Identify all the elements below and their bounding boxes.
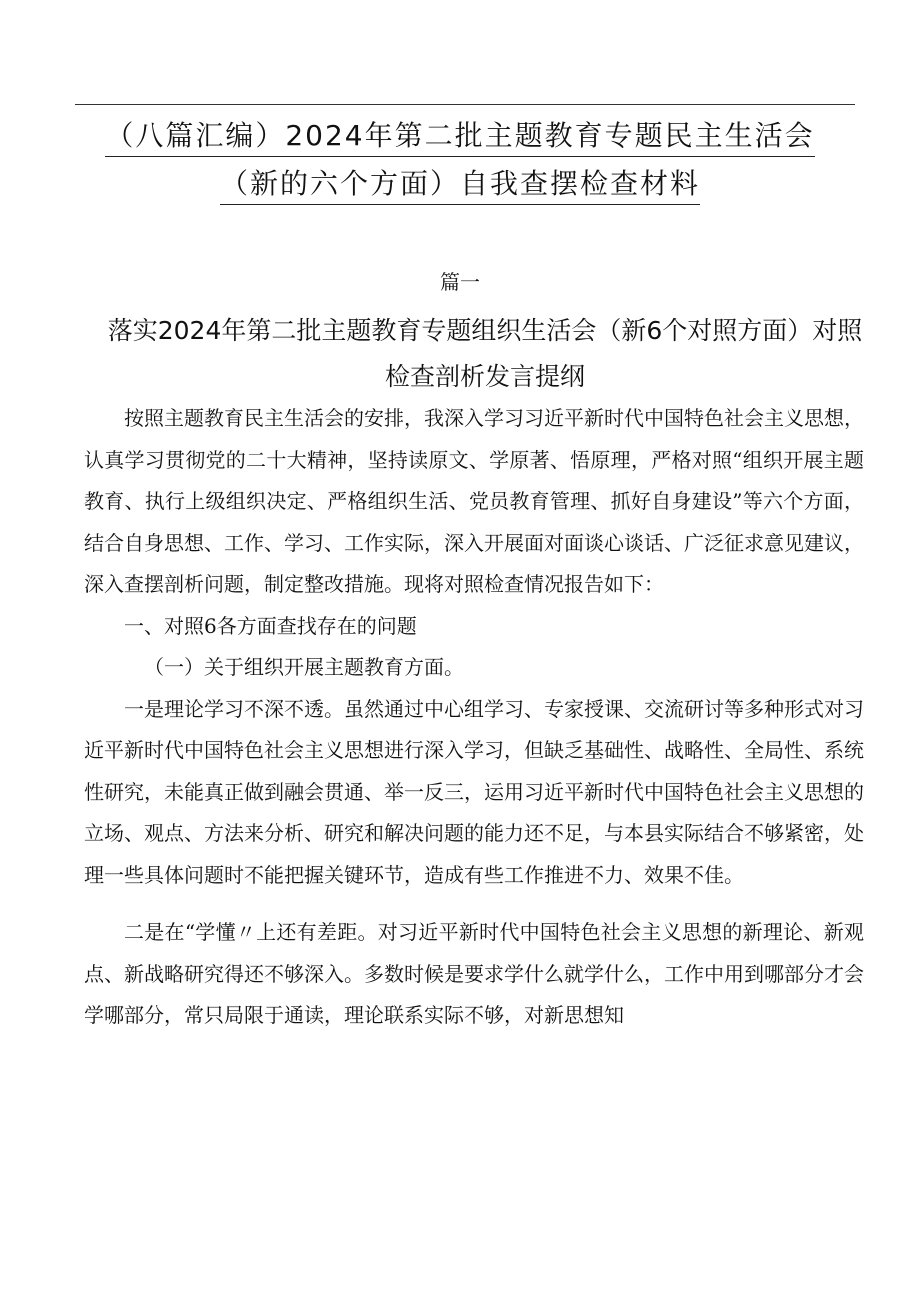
paragraph-point-1: 一是理论学习不深不透。虽然通过中心组学习、专家授课、交流研讨等多种形式对习近平新时代中国特色社会主义思想进行深入学习，但缺乏基础性、战略性、全局性、系统性研究，未能真正做到融会贯通、举一反三，运用习近平新时代中国特色社会主义思想的立场、观点、方法来分析、研究和解决问题的能力还不足，与本县实际结合不够紧密，处理一些具体问题时不能把握关键环节，造成有些工作推进不力、效果不佳。 <box>84 696 864 887</box>
heading-level-2: （一）关于组织开展主题教育方面。 <box>144 655 464 679</box>
section-title: 落实2024年第二批主题教育专题组织生活会（新6个对照方面）对照检查剖析发言提纲 <box>107 316 863 391</box>
document-body <box>84 398 864 1037</box>
part-label: 篇一 <box>440 270 480 294</box>
title-line-2: （新的六个方面）自我查摆检查材料 <box>220 164 700 205</box>
header-rule <box>75 104 855 105</box>
title-line-1: （八篇汇编）2024年第二批主题教育专题民主生活会 <box>105 116 814 157</box>
document-title <box>0 112 920 208</box>
paragraph-intro: 按照主题教育民主生活会的安排，我深入学习习近平新时代中国特色社会主义思想，认真学习贯彻党的二十大精神，坚持读原文、学原著、悟原理，严格对照“组织开展主题教育、执行上级组织决定、严格组织生活、党员教育管理、抓好自身建设”等六个方面，结合自身思想、工作、学习、工作实际，深入开展面对面谈心谈话、广泛征求意见建议，深入查摆剖析问题，制定整改措施。现将对照检查情况报告如下： <box>84 406 864 596</box>
paragraph-point-2: 二是在“学懂〃上还有差距。对习近平新时代中国特色社会主义思想的新理论、新观点、新战略研究得还不够深入。多数时候是要求学什么就学什么，工作中用到哪部分才会学哪部分，常只局限于通读，理论联系实际不够，对新思想知 <box>84 920 864 1027</box>
heading-level-1: 一、对照6各方面查找存在的问题 <box>124 613 417 638</box>
